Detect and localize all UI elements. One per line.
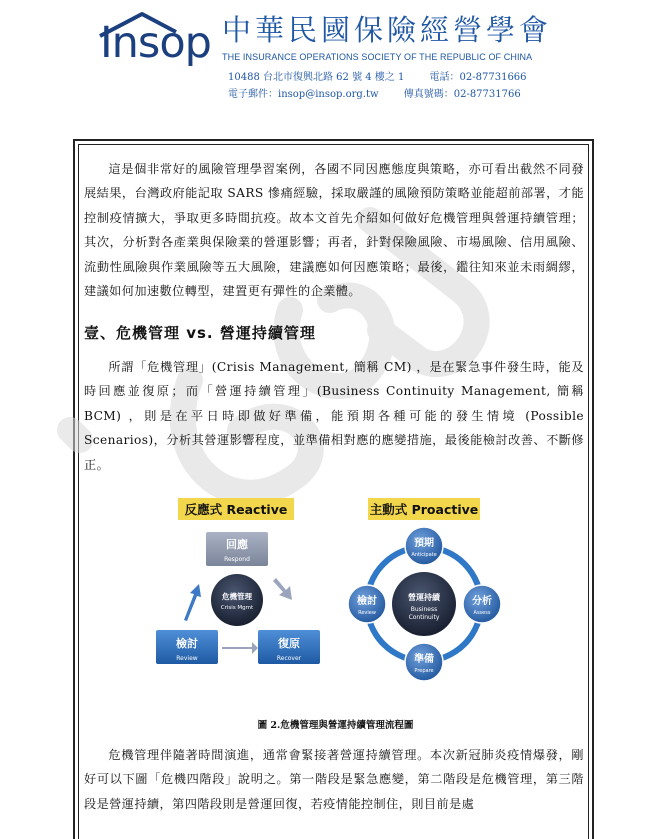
- recover-sublabel: Recover: [276, 655, 302, 662]
- respond-sublabel: Respond: [224, 556, 250, 563]
- crisis-bcm-diagram: [146, 494, 526, 684]
- org-name-english: THE INSURANCE OPERATIONS SOCIETY OF THE REPUBLIC OF CHINA: [222, 52, 533, 62]
- bcm-center-sublabel-1: Business: [410, 606, 438, 613]
- anticipate-label: 預期: [414, 538, 434, 549]
- bcm-center-circle: [392, 572, 456, 636]
- bcm-center-label: 營運持續: [408, 593, 440, 602]
- reactive-title: 反應式 Reactive: [184, 502, 288, 517]
- contact-line: [228, 85, 543, 100]
- review-sublabel-proactive: Review: [358, 610, 376, 616]
- assess-sublabel: Assess: [473, 610, 491, 616]
- recover-label: 復原: [278, 637, 300, 650]
- org-name-chinese: 中華民國保險經營學會: [222, 13, 553, 47]
- respond-label: 回應: [226, 538, 248, 551]
- intro-section: [84, 157, 584, 303]
- phone: 電話：02-87731666: [429, 72, 527, 83]
- prepare-sublabel: Prepare: [414, 668, 434, 674]
- closing-section: [84, 743, 584, 816]
- arrow-recover-review: [222, 642, 258, 654]
- section-heading: 壹、危機管理 vs. 營運持續管理: [84, 324, 316, 342]
- review-label-reactive: 檢討: [176, 637, 198, 650]
- review-label-proactive: 檢討: [357, 596, 377, 607]
- arrow-review-to-respond: [184, 584, 201, 621]
- section-paragraph: 所謂「危機管理」(Crisis Management, 簡稱 CM) ，是在緊急事件發生時，能及時回應並復原；而「營運持續管理」(Business Continuity Management, 簡稱 BCM) ，則是在平日時即做好準備，能預期各種可能的發生情境 (Possible Scenarios)，分析其營運影響程度，並準備相對應的應變措施，最後能檢討改善、不斷修正。: [84, 360, 584, 472]
- address-line: [228, 68, 549, 83]
- fax: 傳真號碼：02-87731766: [403, 89, 521, 100]
- crisis-center-label: 危機管理: [222, 592, 252, 601]
- closing-paragraph: 危機管理伴隨著時間演進，通常會緊接著營運持續管理。本次新冠肺炎疫情爆發，剛好可以下圖「危機四階段」說明之。第一階段是緊急應變，第二階段是危機管理，第三階段是營運持續，第四階段則是營運回復，若疫情能控制住，則目前是處: [84, 748, 584, 811]
- assess-label: 分析: [472, 596, 492, 607]
- review-sublabel-reactive: Review: [176, 655, 198, 662]
- logo-text: Insop: [100, 18, 211, 68]
- prepare-label: 準備: [414, 654, 434, 665]
- crisis-center-sublabel: Crisis Mgmt: [220, 605, 254, 611]
- letterhead: [0, 0, 671, 130]
- bcm-center-sublabel-2: Continuity: [408, 614, 440, 621]
- figure-caption: 圖 2.危機管理與營運持續管理流程圖: [257, 720, 414, 731]
- arrow-respond-to-recover: [273, 578, 292, 600]
- anticipate-sublabel: Anticipate: [411, 552, 437, 558]
- intro-paragraph: 這是個非常好的風險管理學習案例，各國不同因應態度與策略，亦可看出截然不同發展結果，台灣政府能記取 SARS 慘痛經驗，採取嚴謹的風險預防策略並能超前部署，才能控制疫情擴大，爭取更多時間抗疫。故本文首先介紹如何做好危機管理與營運持續管理；其次，分析對各產業與保險業的營運影響；再者，針對保險風險、市場風險、信用風險、流動性風險與作業風險等五大風險，建議應如何因應策略；最後，鑑往知來並未雨綢繆，建議如何加速數位轉型，建置更有彈性的企業體。: [84, 162, 584, 299]
- section-body: [84, 355, 584, 477]
- email: 電子郵件：insop@insop.org.tw: [228, 89, 379, 100]
- proactive-title: 主動式 Proactive: [369, 502, 479, 517]
- figure-caption-wrap: [0, 717, 671, 731]
- address: 10488 台北市復興北路 62 號 4 樓之 1: [228, 72, 405, 83]
